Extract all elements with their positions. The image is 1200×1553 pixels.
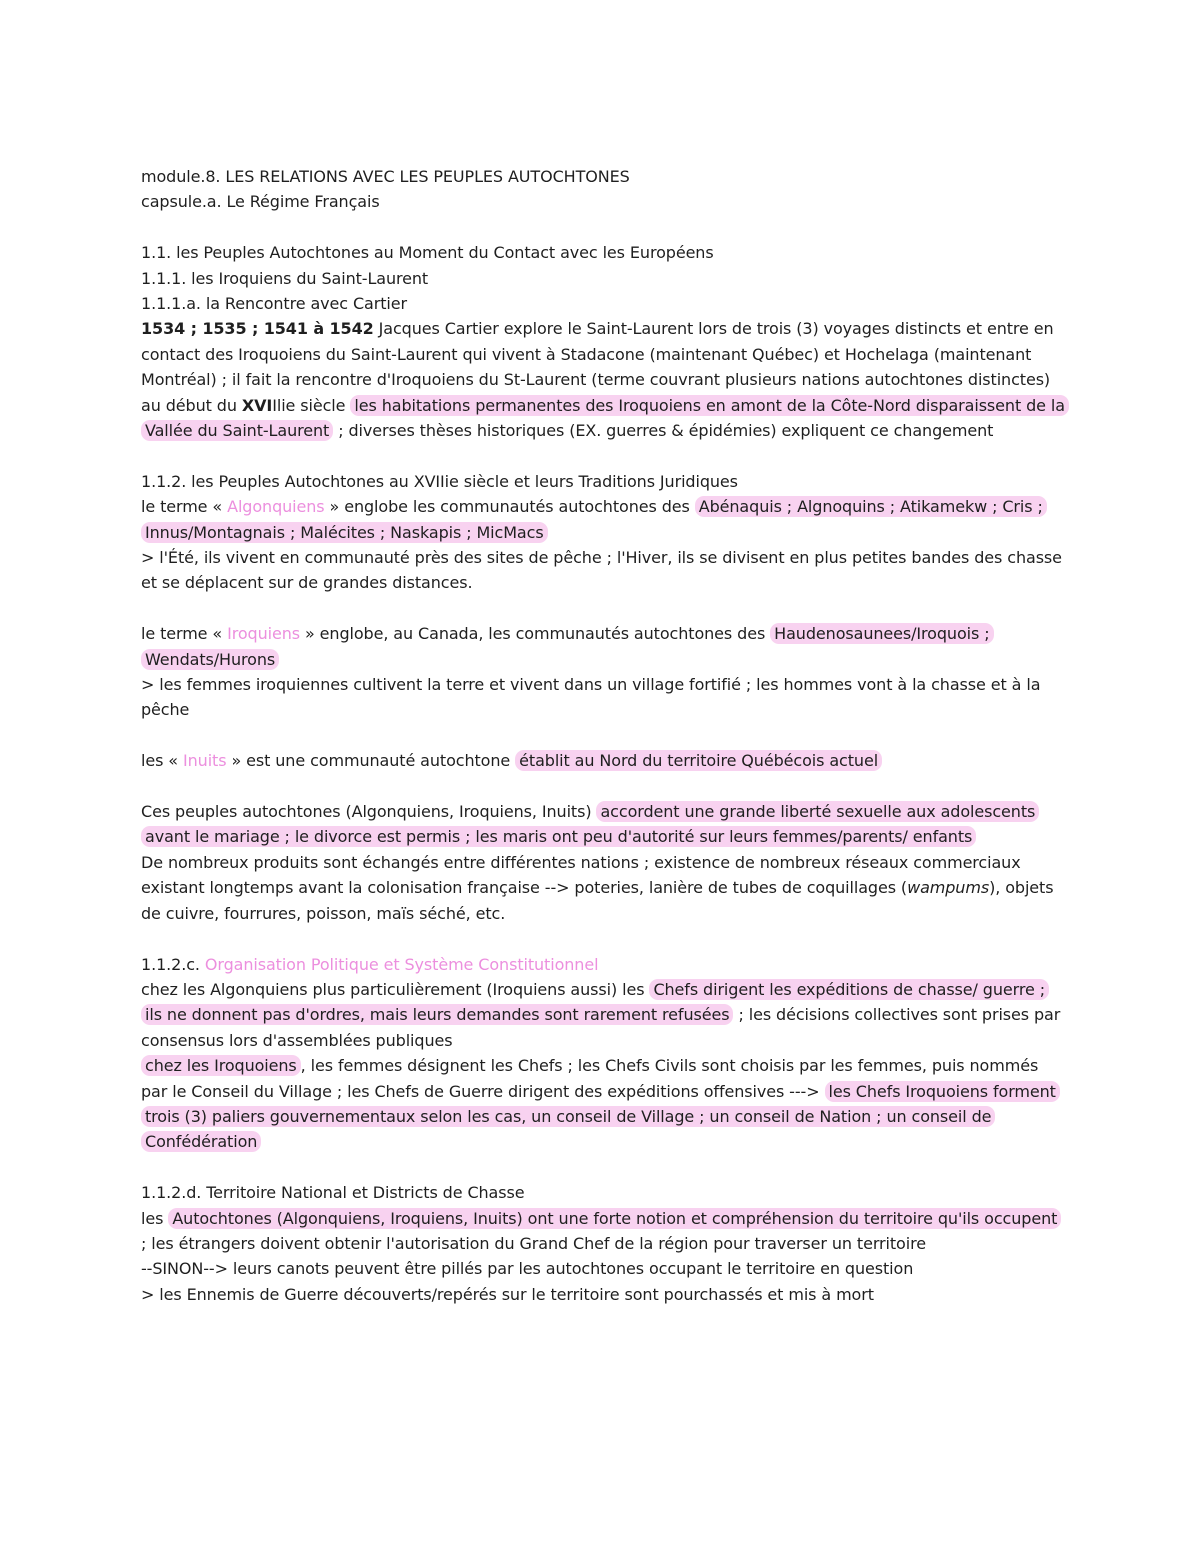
document-body [141, 164, 1066, 1307]
inu-term: Inuits [183, 751, 227, 771]
chiefs-alg-post: ; les décisions collectives sont prises par consensus lors d'assemblées publiques [141, 1005, 1061, 1050]
section-1-1-title: 1.1. les Peuples Autochtones au Moment du Contact avec les Européens [141, 243, 714, 263]
chiefs-alg-pre: chez les Algonquiens plus particulièrement (Iroquiens aussi) les [141, 979, 650, 999]
iro-term: Iroquiens [227, 624, 300, 644]
section-1-1-2-c-num: 1.1.2.c. [141, 954, 205, 974]
terr-post: ; les étrangers doivent obtenir l'autorisation du Grand Chef de la région pour traverser un territoire [141, 1233, 926, 1253]
algonquiens-paragraph [141, 494, 1066, 545]
module-heading: module.8. LES RELATIONS AVEC LES PEUPLES AUTOCHTONES [141, 167, 630, 186]
alg-pre: le terme « [141, 497, 228, 517]
inu-highlight: établit au Nord du territoire Québécois actuel [515, 750, 882, 771]
enemies-line: > les Ennemis de Guerre découverts/repérés sur le territoire sont pourchassés et mis à mort [141, 1284, 874, 1304]
spacer [141, 596, 1066, 621]
trade-wampums: wampums [907, 878, 990, 898]
xvii-century-rest: Ilie siècle [272, 395, 351, 415]
spacer [141, 723, 1066, 748]
iro-pre: le terme « [141, 624, 228, 644]
alg-mid: » englobe les communautés autochtones des [324, 497, 695, 517]
trade-post: ), objets de cuivre, fourrures, poisson, maïs séché, etc. [141, 878, 1054, 923]
terr-highlight: Autochtones (Algonquiens, Iroquiens, Inuits) ont une forte notion et compréhension du territoire qu'ils occupent [168, 1208, 1061, 1229]
chiefs-iro-highlight-2: les Chefs Iroquoiens forment trois (3) paliers gouvernementaux selon les cas, un conseil de Village ; un conseil de Nation ; un conseil de Confédération [141, 1081, 1060, 1153]
iroquiens-life: > les femmes iroquiennes cultivent la terre et vivent dans un village fortifié ; les hommes vont à la chasse et à la pêche [141, 675, 1041, 720]
section-1-1-1-a-title: 1.1.1.a. la Rencontre avec Cartier [141, 294, 407, 314]
section-1-1-1-title: 1.1.1. les Iroquiens du Saint-Laurent [141, 268, 429, 288]
iro-mid: » englobe, au Canada, les communautés autochtones des [300, 624, 771, 644]
section-1-1-2-c-name: Organisation Politique et Système Constitutionnel [204, 954, 599, 974]
liberty-paragraph [141, 799, 1066, 850]
lib-highlight: accordent une grande liberté sexuelle aux adolescents avant le mariage ; le divorce est permis ; les maris ont peu d'autorité sur leurs femmes/parents/ enfants [141, 801, 1039, 847]
cartier-text: Jacques Cartier explore le Saint-Laurent lors de trois (3) voyages distincts et entre en contact des Iroquoiens du Saint-Laurent qui vivent à Stadacone (maintenant Québec) et Hochelaga (maintenant Montréal) ; il fait la rencontre d'Iroquoiens du St-Laurent (terme couvrant plusieurs nations autochtones distinctes) [141, 319, 1054, 390]
inu-mid: » est une communauté autochtone [226, 751, 516, 771]
alg-highlight: Abénaquis ; Algnoquins ; Atikamekw ; Cris ; Innus/Montagnais ; Malécites ; Naskapis ; MicMacs [141, 496, 1047, 542]
spacer [141, 774, 1066, 799]
section-1-1-2-c-title [141, 952, 1066, 977]
terr-pre: les [141, 1208, 169, 1228]
chiefs-iro-highlight-1: chez les Iroquoiens [141, 1055, 301, 1076]
inuits-paragraph [141, 748, 1066, 773]
iroquiens-paragraph [141, 621, 1066, 672]
territory-paragraph [141, 1206, 1066, 1257]
capsule-heading: capsule.a. Le Régime Français [141, 192, 380, 212]
chiefs-iro-mid: , les femmes désignent les Chefs ; les Chefs Civils sont choisis par les femmes, puis nommés par le Conseil du Village ; les Chefs de Guerre dirigent des expéditions offensives ---> [141, 1056, 1039, 1101]
xvii-pre: au début du [141, 395, 242, 415]
section-1-1-2-d-title: 1.1.2.d. Territoire National et Districts de Chasse [141, 1183, 525, 1203]
xvii-paragraph [141, 393, 1066, 444]
trade-pre: De nombreux produits sont échangés entre différentes nations ; existence de nombreux réseaux commerciaux existant longtemps avant la colonisation française --> poteries, lanière de tubes de coquillages ( [141, 852, 1021, 898]
algonquiens-life: > l'Été, ils vivent en communauté près des sites de pêche ; l'Hiver, ils se divisent en plus petites bandes des chasse et se déplacent sur de grandes distances. [141, 548, 1062, 593]
section-1-1-2-title: 1.1.2. les Peuples Autochtones au XVIIie siècle et leurs Traditions Juridiques [141, 471, 738, 491]
chiefs-algonquiens-paragraph [141, 977, 1066, 1053]
spacer [141, 215, 1066, 240]
cartier-dates: 1534 ; 1535 ; 1541 à 1542 [141, 319, 374, 339]
spacer [141, 926, 1066, 951]
alg-term: Algonquiens [227, 497, 325, 517]
inu-pre: les « [141, 751, 183, 771]
sinon-line: --SINON--> leurs canots peuvent être pillés par les autochtones occupant le territoire en question [141, 1259, 914, 1279]
xvii-highlight: les habitations permanentes des Iroquoiens en amont de la Côte-Nord disparaissent de la Vallée du Saint-Laurent [141, 395, 1069, 441]
chiefs-alg-highlight: Chefs dirigent les expéditions de chasse/ guerre ; ils ne donnent pas d'ordres, mais leurs demandes sont rarement refusées [141, 979, 1049, 1025]
spacer [141, 443, 1066, 468]
cartier-paragraph [141, 316, 1066, 392]
trade-paragraph [141, 850, 1066, 926]
chiefs-iroquoiens-paragraph [141, 1053, 1066, 1155]
xvii-post: ; diverses thèses historiques (EX. guerres & épidémies) expliquent ce changement [333, 421, 994, 441]
xvii-century-bold: XVI [241, 395, 273, 415]
spacer [141, 1155, 1066, 1180]
lib-pre: Ces peuples autochtones (Algonquiens, Iroquiens, Inuits) [141, 802, 597, 822]
iro-highlight: Haudenosaunees/Iroquois ; Wendats/Hurons [141, 623, 994, 669]
